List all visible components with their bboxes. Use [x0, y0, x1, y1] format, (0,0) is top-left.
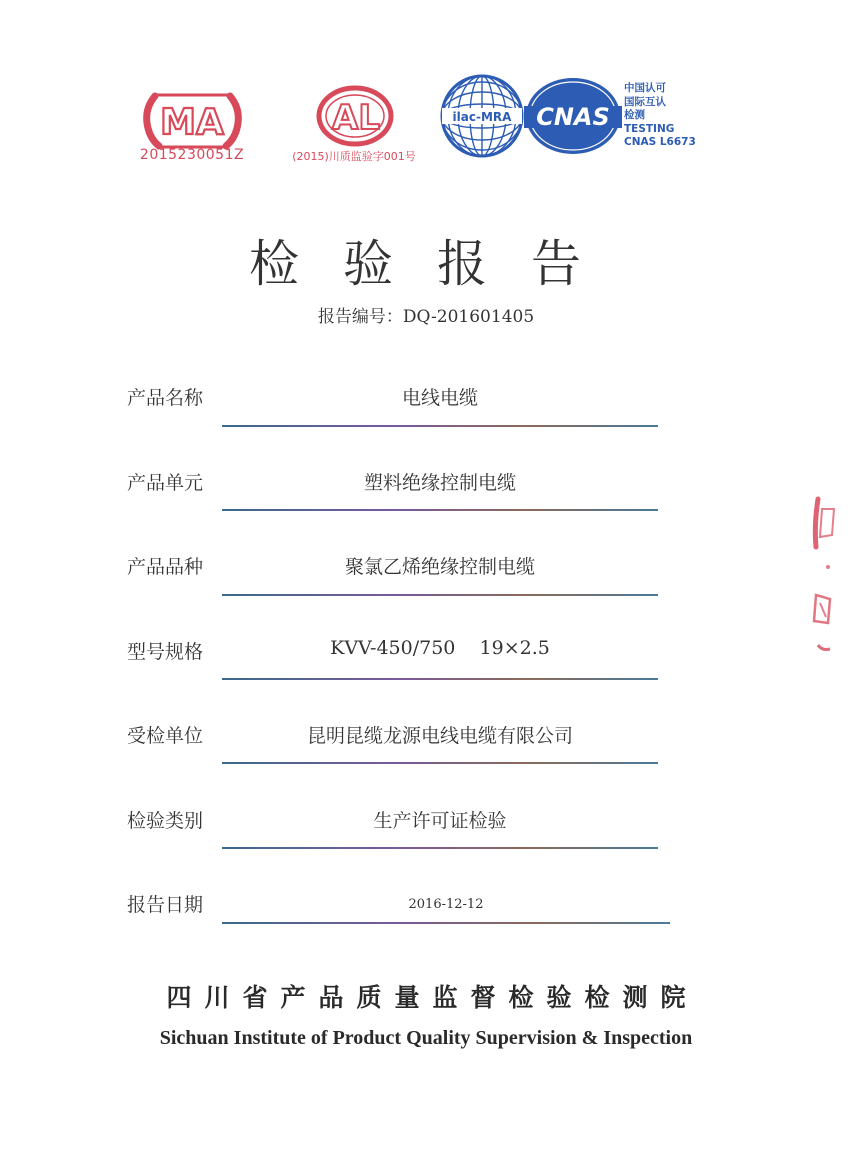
field-label: 产品名称: [127, 387, 204, 409]
partial-seal-stamp: [800, 495, 852, 665]
institute-name-en: Sichuan Institute of Product Quality Supervision & Inspection: [159, 1027, 693, 1049]
field-value: 2016-12-12: [408, 897, 484, 912]
cnas-logo-text: CNAS: [536, 103, 610, 131]
field-underline: [222, 509, 658, 511]
ilac-logo-text: ilac-MRA: [452, 110, 512, 124]
report-number: 报告编号：DQ-201601405: [317, 307, 535, 327]
cnas-logo: [524, 74, 622, 158]
field-label: 产品品种: [127, 556, 204, 578]
field-product-name: [0, 383, 852, 443]
cnas-line: TESTING: [624, 122, 675, 135]
field-underline: [222, 678, 658, 680]
field-inspection-type: [0, 806, 852, 866]
field-label: 检验类别: [127, 810, 204, 832]
field-value: 电线电缆: [401, 387, 478, 409]
field-underline: [222, 922, 670, 924]
field-label: 报告日期: [127, 894, 204, 916]
cal-logo-text: AL: [332, 98, 380, 138]
field-value: 昆明昆缆龙源电线电缆有限公司: [306, 725, 573, 747]
field-value: 生产许可证检验: [373, 810, 507, 832]
cnas-line: 检测: [624, 109, 645, 121]
institute-name-cn: 四川省产品质量监督检验检测院: [166, 983, 699, 1012]
field-underline: [222, 847, 658, 849]
field-product-unit: [0, 468, 852, 528]
field-value: 聚氯乙烯绝缘控制电缆: [344, 556, 535, 578]
cal-number: (2015)川质监验字001号: [292, 150, 416, 163]
field-underline: [222, 762, 658, 764]
field-underline: [222, 425, 658, 427]
field-label: 受检单位: [127, 725, 204, 747]
field-product-variety: [0, 552, 852, 612]
field-label: 产品单元: [127, 472, 204, 494]
cma-number: 2015230051Z: [139, 147, 245, 163]
cnas-line: 国际互认: [624, 95, 666, 108]
field-label: 型号规格: [127, 641, 204, 663]
cnas-accreditation-text: [624, 82, 694, 150]
cnas-line: 中国认可: [624, 82, 666, 94]
field-inspected-unit: [0, 721, 852, 781]
field-value: 塑料绝缘控制电缆: [363, 472, 516, 494]
field-model-spec: [0, 637, 852, 697]
field-value: KVV-450/750 19×2.5: [330, 637, 550, 659]
field-underline: [222, 594, 658, 596]
cnas-line: CNAS L6673: [624, 136, 696, 148]
report-title: 检验报告: [249, 235, 625, 293]
ma-logo-text: MA: [160, 102, 224, 143]
field-report-date: [0, 890, 852, 950]
ilac-mra-logo: [438, 72, 526, 160]
